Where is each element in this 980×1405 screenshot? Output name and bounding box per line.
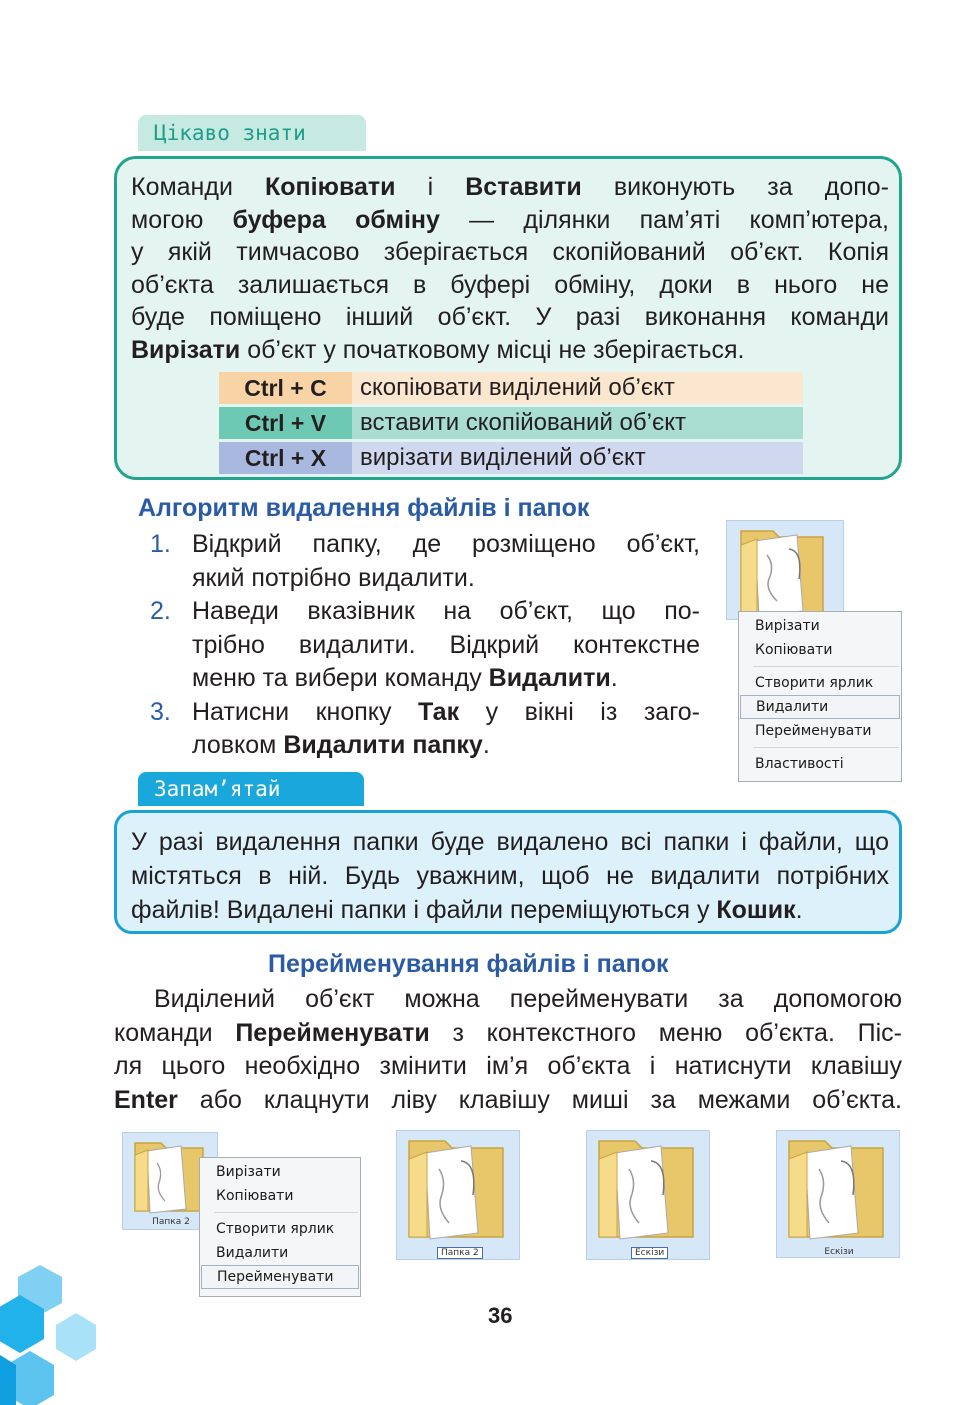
bold-term: Кошик [716, 896, 796, 924]
interesting-tag: Цікаво знати [138, 115, 366, 151]
text-run: Натисни кнопку [192, 697, 419, 726]
menu-item[interactable]: Перейменувати [201, 1265, 359, 1289]
text-run: об’єкт у початковому місці не зберігається. [240, 335, 745, 364]
text-run: об’єкта залишається в буфері обміну, доки в нього не [131, 270, 889, 299]
shortcut-description: вирізати виділений об’єкт [352, 442, 803, 474]
step-line [192, 595, 700, 629]
text-run: ловком [192, 731, 284, 759]
step-line [192, 562, 700, 596]
folder-icon [405, 1135, 511, 1241]
text-run: . [610, 664, 618, 692]
folder-icon [785, 1135, 891, 1241]
text-run: з контекстного меню об’єкта. Піс- [429, 1018, 902, 1047]
interesting-line [131, 334, 889, 367]
folder-label: Ескізи [824, 1247, 854, 1257]
text-run: виконують за допо- [581, 173, 889, 201]
interesting-line [131, 236, 889, 269]
step-line [192, 528, 700, 562]
text-run: або клацнути ліву клавішу миші за межами об’єкта. [177, 1085, 902, 1114]
text-run: . [795, 896, 803, 924]
shortcut-key: Ctrl + V [219, 407, 352, 439]
text-run: — ділянки пам’яті комп’ютера, [439, 205, 889, 234]
text-run: Виділений об’єкт можна перейменувати за допомогою [154, 985, 902, 1013]
text-run: Наведи вказівник на об’єкт, що по- [192, 597, 700, 625]
context-menu-delete [738, 611, 902, 782]
menu-separator [753, 747, 899, 748]
step-line [192, 629, 700, 663]
rename-line [114, 983, 902, 1017]
hexagon-decoration [0, 1255, 110, 1405]
folder-rename-step3[interactable] [586, 1130, 710, 1260]
text-run: ля цього необхідно змінити ім’я об’єкта і натиснути клавішу [114, 1052, 902, 1080]
menu-item[interactable]: Копіювати [216, 1188, 294, 1204]
algorithm-step [150, 528, 700, 595]
remember-line [131, 893, 889, 927]
menu-item[interactable]: Створити ярлик [216, 1221, 335, 1237]
shortcut-table [219, 369, 803, 477]
step-line [192, 662, 700, 696]
menu-item[interactable]: Властивості [755, 756, 844, 772]
shortcut-description: вставити скопійований об’єкт [352, 407, 803, 439]
interesting-line [131, 301, 889, 334]
text-run: трібно видалити. Відкрий контекстне [192, 630, 700, 659]
step-line [192, 696, 700, 730]
folder-rename-step2[interactable] [396, 1130, 520, 1260]
algorithm-step [150, 696, 700, 763]
step-text [192, 528, 700, 595]
folder-rename-step4[interactable] [776, 1130, 900, 1258]
shortcut-key: Ctrl + C [219, 372, 352, 404]
text-run: файлів! Видалені папки і файли переміщуються у [131, 896, 717, 924]
text-run: у якій тимчасово зберігається скопійований об’єкт. Копія [131, 238, 889, 266]
shortcut-row [219, 372, 803, 404]
menu-item[interactable]: Перейменувати [755, 723, 872, 739]
context-menu-rename [199, 1157, 361, 1297]
remember-line [131, 859, 889, 893]
rename-line [114, 1084, 902, 1118]
menu-item[interactable]: Створити ярлик [755, 675, 874, 691]
remember-box [114, 810, 902, 934]
step-text [192, 595, 700, 696]
algorithm-heading: Алгоритм видалення файлів і папок [138, 494, 590, 522]
menu-item[interactable]: Вирізати [755, 618, 820, 634]
bold-term: Копіювати [265, 173, 396, 201]
text-run: Відкрий папку, де розміщено об’єкт, [192, 530, 700, 558]
folder-icon [595, 1135, 701, 1241]
text-run: У разі видалення папки буде видалено всі папки і файли, що [131, 828, 889, 856]
text-run: команди [114, 1018, 236, 1047]
interesting-line [131, 204, 889, 237]
algorithm-steps [150, 528, 700, 763]
step-line [192, 729, 700, 763]
bold-term: Видалити [488, 664, 611, 692]
text-run: буде поміщено інший об’єкт. У разі виконання команди [131, 303, 889, 331]
bold-term: Вставити [465, 173, 582, 201]
text-run: могою [131, 205, 233, 234]
text-run: меню та вибери команду [192, 664, 489, 692]
text-run: Команди [131, 173, 266, 201]
remember-line [131, 825, 889, 859]
menu-separator [214, 1212, 358, 1213]
rename-line [114, 1050, 902, 1084]
text-run: у вікні із заго- [459, 697, 700, 726]
step-number: 2. [150, 597, 171, 625]
text-run: містяться в ній. Будь уважним, щоб не видалити потрібних [131, 862, 889, 890]
rename-heading: Перейменування файлів і папок [268, 950, 669, 978]
step-text [192, 696, 700, 763]
interesting-line [131, 269, 889, 302]
interesting-box [114, 156, 902, 480]
bold-term: Так [418, 697, 460, 726]
rename-text [114, 983, 902, 1117]
menu-separator [753, 666, 899, 667]
folder-rename-field[interactable]: Папка 2 [437, 1247, 483, 1259]
menu-item[interactable]: Копіювати [755, 642, 833, 658]
text-run: який потрібно видалити. [192, 563, 475, 592]
menu-item[interactable]: Видалити [740, 695, 900, 719]
algorithm-step [150, 595, 700, 696]
bold-term: Вирізати [131, 335, 241, 364]
text-run: і [395, 173, 466, 201]
step-number: 1. [150, 530, 171, 558]
bold-term: Видалити папку [283, 731, 483, 759]
shortcut-description: скопіювати виділений об’єкт [352, 372, 803, 404]
bold-term: Перейменувати [235, 1018, 430, 1047]
interesting-line [131, 171, 889, 204]
folder-icon [737, 525, 833, 617]
bold-term: Enter [114, 1085, 178, 1114]
shortcut-row [219, 407, 803, 439]
menu-item[interactable]: Видалити [216, 1245, 289, 1261]
page-number: 36 [488, 1303, 513, 1328]
text-run: . [482, 731, 490, 759]
menu-item[interactable]: Вирізати [216, 1164, 281, 1180]
rename-line [114, 1017, 902, 1051]
remember-text [131, 825, 889, 927]
step-number: 3. [150, 697, 171, 726]
folder-rename-field[interactable]: Ескізи [631, 1247, 668, 1259]
interesting-text [131, 171, 889, 366]
shortcut-row [219, 442, 803, 474]
bold-term: буфера обміну [232, 205, 440, 234]
folder-delete-example[interactable] [726, 520, 844, 620]
folder-label: Папка 2 [152, 1217, 190, 1227]
remember-tag: Запам’ятай [138, 772, 364, 806]
shortcut-key: Ctrl + X [219, 442, 352, 474]
